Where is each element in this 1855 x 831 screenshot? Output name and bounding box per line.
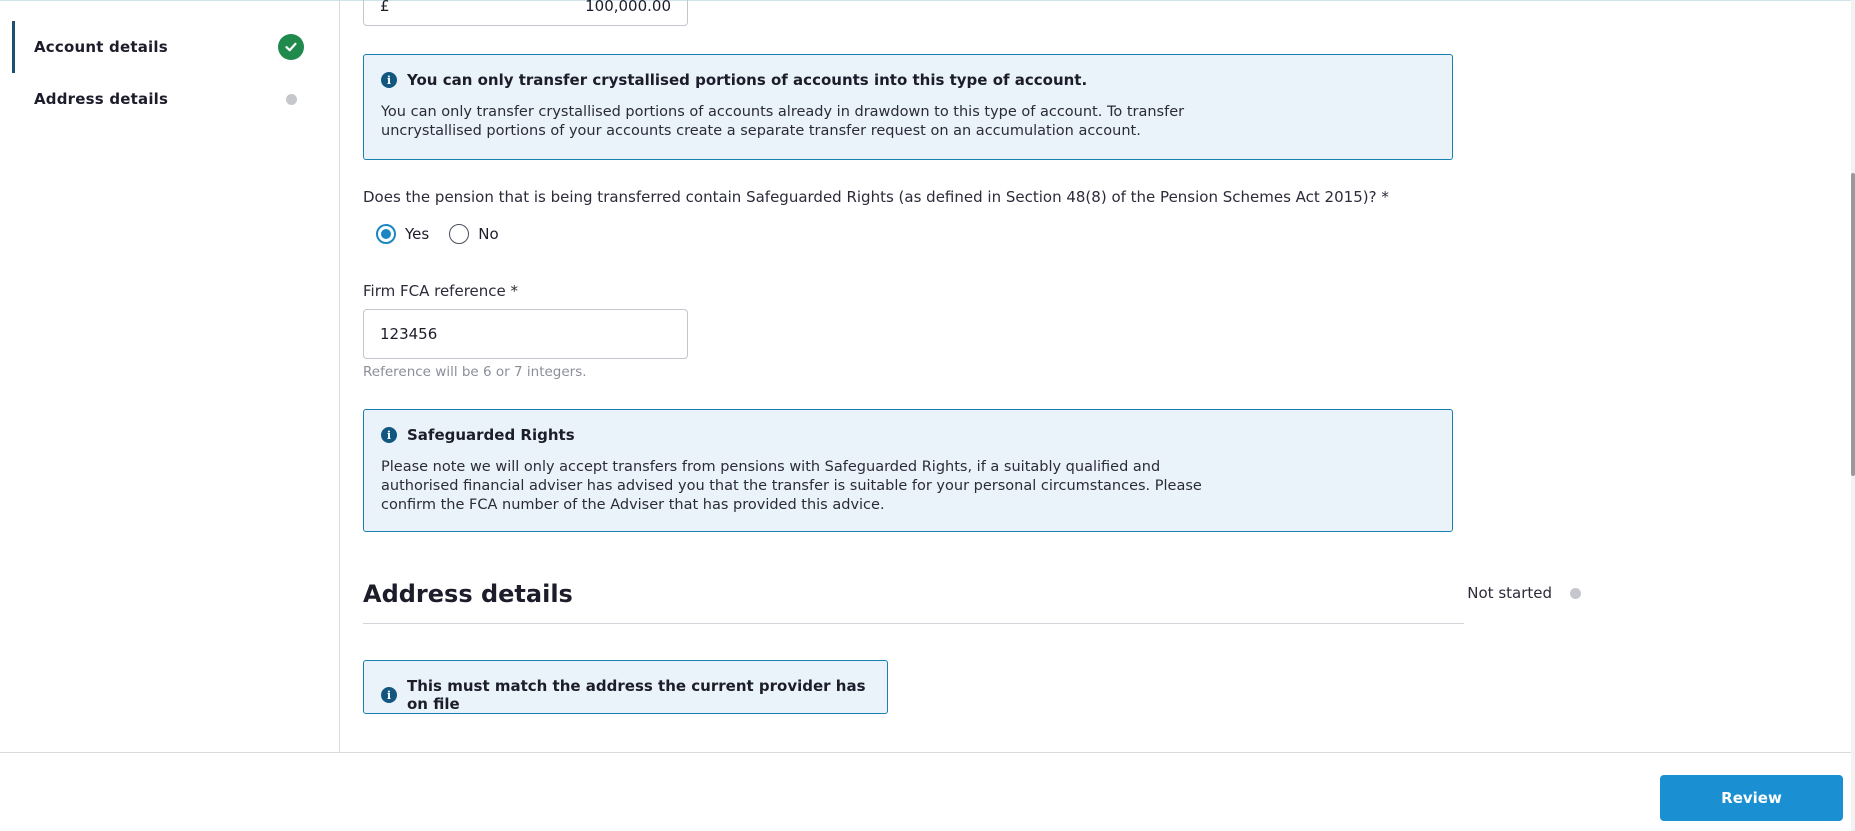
safeguarded-rights-question: Does the pension that is being transferred contain Safeguarded Rights (as defined in Section 48(8) of the Pension Schemes Act 2015)? * <box>363 188 1389 206</box>
info-icon: i <box>381 687 397 703</box>
info-body-line: uncrystallised portions of your accounts create a separate transfer request on an accumulation account. <box>381 123 1141 139</box>
review-button[interactable]: Review <box>1660 775 1843 821</box>
address-section-title: Address details <box>363 580 573 608</box>
fca-reference-hint: Reference will be 6 or 7 integers. <box>363 364 587 380</box>
info-icon: i <box>381 72 397 88</box>
section-divider <box>363 623 1464 624</box>
address-info-box <box>363 660 888 714</box>
sidebar-item-account-details[interactable] <box>12 21 312 73</box>
address-section-status <box>1467 584 1581 602</box>
status-not-started <box>278 86 304 112</box>
sidebar-item-label: Address details <box>34 90 169 108</box>
fca-reference-input[interactable] <box>363 309 688 359</box>
crystallised-info-box <box>363 54 1453 160</box>
sidebar <box>0 0 340 752</box>
radio-selected-icon[interactable] <box>376 224 396 244</box>
info-body-line: You can only transfer crystallised portions of accounts already in drawdown to this type of account. To transfer <box>381 104 1185 120</box>
info-body-line: authorised financial adviser has advised you that the transfer is suitable for your personal circumstances. Please <box>381 478 1202 494</box>
fca-reference-label: Firm FCA reference * <box>363 282 519 300</box>
sidebar-item-address-details[interactable] <box>12 73 312 125</box>
info-box-body <box>381 103 1434 141</box>
radio-label: Yes <box>405 225 430 243</box>
info-body-line: confirm the FCA number of the Adviser that has provided this advice. <box>381 497 885 513</box>
radio-unselected-icon[interactable] <box>449 224 469 244</box>
info-body-line: Please note we will only accept transfers from pensions with Safeguarded Rights, if a suitably qualified and <box>381 459 1161 475</box>
status-text: Not started <box>1467 584 1552 602</box>
transfer-amount-value: 100,000.00 <box>585 0 671 15</box>
radio-label: No <box>478 225 499 243</box>
scrollbar-thumb[interactable] <box>1851 173 1855 476</box>
info-icon: i <box>381 427 397 443</box>
safeguarded-rights-radio-group <box>376 224 519 244</box>
check-icon <box>278 34 304 60</box>
currency-symbol: £ <box>380 0 390 15</box>
status-dot-icon <box>286 94 297 105</box>
main-content <box>341 0 1851 752</box>
info-box-title: Safeguarded Rights <box>407 426 575 444</box>
safeguarded-info-box <box>363 409 1453 532</box>
footer-bar <box>0 752 1851 831</box>
info-box-body <box>381 458 1434 515</box>
info-box-title: This must match the address the current provider has on file <box>407 677 866 713</box>
status-complete <box>278 34 304 60</box>
radio-yes[interactable] <box>376 224 429 244</box>
info-box-title: You can only transfer crystallised portions of accounts into this type of account. <box>407 71 1088 89</box>
status-dot-icon <box>1570 588 1581 599</box>
transfer-amount-input[interactable] <box>363 0 688 26</box>
radio-no[interactable] <box>449 224 498 244</box>
sidebar-item-label: Account details <box>34 38 168 56</box>
